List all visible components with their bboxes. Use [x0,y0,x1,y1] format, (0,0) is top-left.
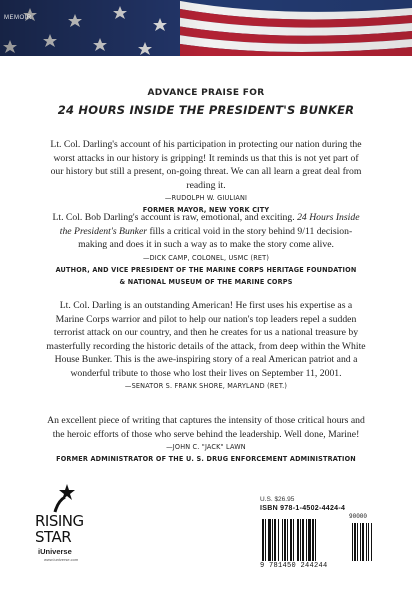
quote-author: —JOHN C. "JACK" LAWN [166,442,246,451]
publisher-url: www.iuniverse.com [44,557,79,562]
barcode-addon: 90000 [349,513,368,520]
praise-quote-3 [46,299,366,392]
american-flag-image [0,0,412,56]
quote-book-title: 24 Hours Inside the President's Bunker [59,212,360,237]
genre-label: MEMOIR [4,15,32,21]
quote-text: Lt. Col. Darling is an outstanding American! He first uses his expertise as a Marine Corps warrior and pilot to help our nation's top leaders repel a sudden terrorist attack on our country, and then he creates for us a national treasure by masterfully recording the historic details of the attack, from deep within the White House Bunker. This is the awe-inspiring story of a real American patriot and a wonderful tribute to those who lost their lives on September 11, 2001. [46,300,366,379]
isbn-label: ISBN 978-1-4502-4424-4 [260,505,346,512]
quote-text-part: Lt. Col. Bob Darling's account is raw, emotional, and exciting. [52,212,298,223]
imprint-line: STAR [35,528,72,546]
barcode-digits: 9 781450 244244 [260,562,328,570]
quote-author-title: FORMER MAYOR, NEW YORK CITY [142,205,270,214]
quote-author-title: FORMER ADMINISTRATOR OF THE U. S. DRUG ENFORCEMENT ADMINISTRATION [56,454,356,463]
quote-author: —RUDOLPH W. GIULIANI [164,193,248,202]
barcode-image [260,513,378,563]
quote-text-part: fills a critical void in the story behind 9/11 decision-making and does it in such a way as to make the story come alive. [78,225,353,250]
quote-author-title: AUTHOR, AND VICE PRESIDENT OF THE MARINE CORPS HERITAGE FOUNDATION [55,264,357,274]
book-title-heading: 24 HOURS INSIDE THE PRESIDENT'S BUNKER [57,103,355,117]
imprint-line: RISING [35,512,84,530]
quote-author: —SENATOR S. FRANK SHORE, MARYLAND (RET.) [124,381,288,390]
publisher-logo [30,483,120,563]
praise-heading: ADVANCE PRAISE FOR [147,88,265,98]
quote-text: An excellent piece of writing that captures the intensity of those critical hours and the heroic efforts of those who serve behind the leadership. Well done, Marine! [47,415,365,440]
flag-banner [0,0,412,56]
quote-text [46,211,366,252]
quote-text: Lt. Col. Darling's account of his participation in protecting our nation during the worst attacks in our history is gripping! It reminds us that this is not yet part of our history but still a present, on-going threat. We can all learn a great deal from reading it. [50,139,362,191]
praise-quote-2 [46,211,366,288]
price-label: U.S. $26.95 [260,496,295,503]
praise-quote-1 [46,138,366,216]
quote-author-title: & NATIONAL MUSEUM OF THE MARINE CORPS [119,276,293,286]
quote-author: —DICK CAMP, COLONEL, USMC (RET) [142,252,270,262]
praise-quote-4 [46,414,366,465]
publisher-name: iUniverse [38,547,72,556]
rising-star-icon [52,483,78,513]
imprint-name [35,513,84,545]
